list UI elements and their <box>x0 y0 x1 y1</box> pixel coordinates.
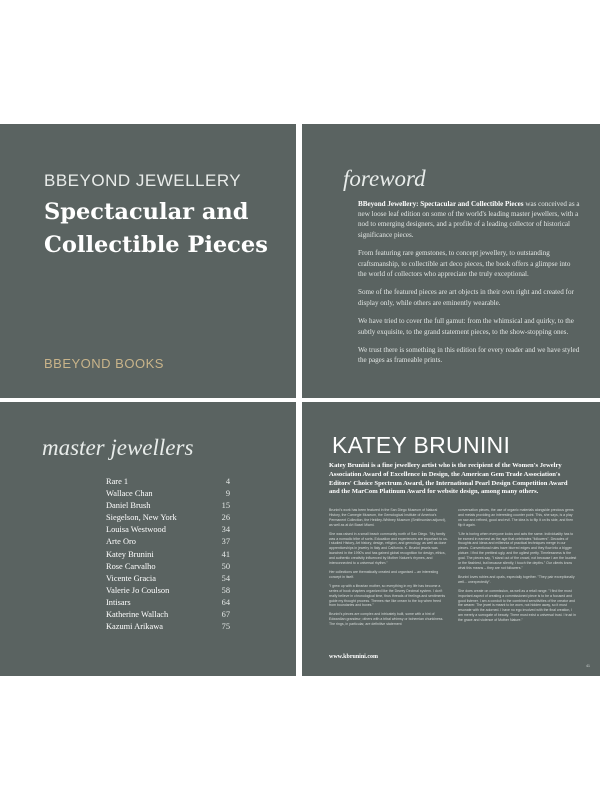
contents-item-name: Valerie Jo Coulson <box>106 585 170 595</box>
foreword-heading: foreword <box>343 166 426 191</box>
profile-intro: Katey Brunini is a fine jewellery artist who is the recipient of the Women's Jewelry Association Award of Excellence in Design, the American Gem Trade Association's Editors' Choice Spectrum Award, the International Pearl Design Competition Award and the MarCom Platinum Award for website design, among many others. <box>329 462 568 496</box>
contents-item[interactable] <box>106 585 230 597</box>
profile-paragraph: Her collections are thematically created and organised – an interesting concept in itself. <box>329 569 439 579</box>
contents-item[interactable] <box>106 549 230 561</box>
foreword-lead-bold: BBeyond Jewellery: Spectacular and Collectible Pieces <box>358 200 524 208</box>
foreword-page <box>302 124 600 398</box>
contents-item-page: 26 <box>221 513 230 523</box>
contents-item-name: Katey Brunini <box>106 549 154 559</box>
contents-heading: master jewellers <box>42 435 194 460</box>
brand-title: BBEYOND JEWELLERY <box>44 171 242 190</box>
foreword-paragraph: We trust there is something in this edition for every reader and we have styled the pages as frameable prints. <box>358 346 580 365</box>
profile-paragraph: "Life is boring when everyone looks and acts the same. Individuality has to be earned in earnest as the age that celebrates "followers". Decades of thoughts and ideas and millennia of practical techniques merge in our pieces. Conventional rules have blurred edges and they flow into a bigger picture. I find the prettiest ugly, and the ugliest pretty. Timelessness is the goal. The pieces say, "I stand out of the crowd, not because I am the loudest or the flashiest, but because silently, I touch the depths." Our clients know what this means – they are not followers." <box>458 531 577 570</box>
foreword-paragraph: From featuring rare gemstones, to concept jewellery, to outstanding craftsmanship, to collectible art deco pieces, the book offers a glimpse into the world of collectors who appreciate the truly exceptional. <box>358 249 571 278</box>
profile-name: KATEY BRUNINI <box>332 432 511 458</box>
contents-item[interactable] <box>106 597 230 609</box>
profile-paragraph: She was raised in a small beach community north of San Diego. "My family was a nomadic tribe of sorts. Education and experiences are important to us. I studied History, Art history, design, religion, and gemology, as well as done apprenticeships in jewelry in Italy and California. K. Brunini jewels was launched in the 1990's and has gained global recognition for design, ethics, and authentic creativity influenced by Mother Nature's rhymes, and interconnected to a universal rhythm." <box>329 531 448 566</box>
profile-page <box>302 402 600 676</box>
contents-item-name: Louisa Westwood <box>106 525 166 535</box>
contents-item[interactable] <box>106 609 230 621</box>
profile-column-right <box>458 508 577 631</box>
profile-columns <box>329 508 577 631</box>
contents-item-page: 34 <box>221 525 230 535</box>
foreword-lead-rest: was conceived as a new loose leaf edition on some of the world's leading master jewellers, with a nod to emerging designers, and a profile of a leading collector of historical significance pieces. <box>358 200 580 239</box>
profile-paragraph: Brunini's pieces are complex and intricately built, some with a hint of Edwardian grandeur; others with a tribal whimsy or bohemian chunkiness. The rings, in particular, are definitive statement <box>329 612 444 627</box>
contents-item-name: Daniel Brush <box>106 501 151 511</box>
profile-paragraph: conversation pieces, the use of organic materials alongside precious gems and metals providing an interesting counter point. This, she says, is a play on raw and refined, good and evil. The idea is to flip it on its side, and then flip it again. <box>458 508 574 527</box>
contents-item[interactable] <box>106 621 230 633</box>
contents-item-page: 37 <box>221 537 230 547</box>
contents-item-page: 67 <box>221 610 230 620</box>
foreword-lead <box>358 199 580 240</box>
contents-item-name: Intisars <box>106 597 131 607</box>
contents-list <box>106 476 230 633</box>
contents-item[interactable] <box>106 573 230 585</box>
contents-item[interactable] <box>106 512 230 524</box>
contents-item[interactable] <box>106 524 230 536</box>
book-title: Spectacular and Collectible Pieces <box>44 199 268 258</box>
contents-item[interactable] <box>106 536 230 548</box>
contents-item-page: 4 <box>225 477 230 486</box>
contents-item-name: Kazumi Arikawa <box>106 622 163 632</box>
contents-page <box>0 402 296 676</box>
contents-item-page: 9 <box>225 489 230 499</box>
contents-item-page: 41 <box>221 549 230 559</box>
contents-item[interactable] <box>106 561 230 573</box>
contents-item-name: Arte Oro <box>106 537 136 547</box>
foreword-body <box>358 199 580 374</box>
contents-item-page: 58 <box>221 585 230 595</box>
contents-item-name: Rare 1 <box>106 477 129 486</box>
contents-item-name: Wallace Chan <box>106 489 153 499</box>
page-number: 41 <box>586 664 590 668</box>
contents-item-name: Katherine Wallach <box>106 610 169 620</box>
profile-paragraph: She does create on commission, as well as a retail range. "I find the most important aspect of creating a commissioned piece is to be a focused and good listener. I am a conduit to the combined sensitivities of the creator and the wearer. The jewel is meant to be worn, not hidden away, so it must resonate with the adorned. I have no ego involved with the final creation, I am merely a surrogate of beauty. There must exist a universal trust. I trust in the grace and violence of Mother Nature." <box>458 588 576 623</box>
contents-item-name: Rose Carvalho <box>106 561 156 571</box>
contents-item-name: Siegelson, New York <box>106 513 177 523</box>
contents-item-page: 75 <box>221 622 230 632</box>
contents-item-page: 64 <box>221 597 230 607</box>
profile-paragraph: "I grew up with a librarian mother, so everything in my life has become a series of book chapters organized like the Dewey Decimal system. I don't really believe in chronological time, thus threads of feelings and sentiments guide my thought process. Themes rise like cream to the top when freed from boundaries and boxes." <box>329 583 446 608</box>
contents-item[interactable] <box>106 488 230 500</box>
profile-paragraph: Brunini loves rubies and opals, especially together. "They pair exceptionally well... unexpectedly". <box>458 574 575 584</box>
contents-item[interactable] <box>106 476 230 488</box>
profile-paragraph: Brunini's work has been featured in the San Diego Museum of Natural History, the Carnegie Museum, the Gemological Institute of America's Permanent Collection, the Heidley-Whitney Museum (Smithsonian adjunct), as well as at Art Basel Miami. <box>329 508 446 527</box>
publisher-name: BBEYOND BOOKS <box>44 356 164 371</box>
contents-item-name: Vicente Gracia <box>106 573 156 583</box>
foreword-paragraph: Some of the featured pieces are art objects in their own right and created for display only, while others are eminently wearable. <box>358 288 574 307</box>
contents-item-page: 54 <box>221 573 230 583</box>
contents-item-page: 50 <box>221 561 230 571</box>
website-link[interactable]: www.kbrunini.com <box>329 654 379 660</box>
profile-column-left <box>329 508 448 631</box>
cover-page <box>0 124 296 398</box>
foreword-paragraph: We have tried to cover the full gamut: from the whimsical and quirky, to the subtly exquisite, to the grand statement pieces, to the show-stopping ones. <box>358 317 574 336</box>
contents-item[interactable] <box>106 500 230 512</box>
contents-item-page: 15 <box>221 501 230 511</box>
